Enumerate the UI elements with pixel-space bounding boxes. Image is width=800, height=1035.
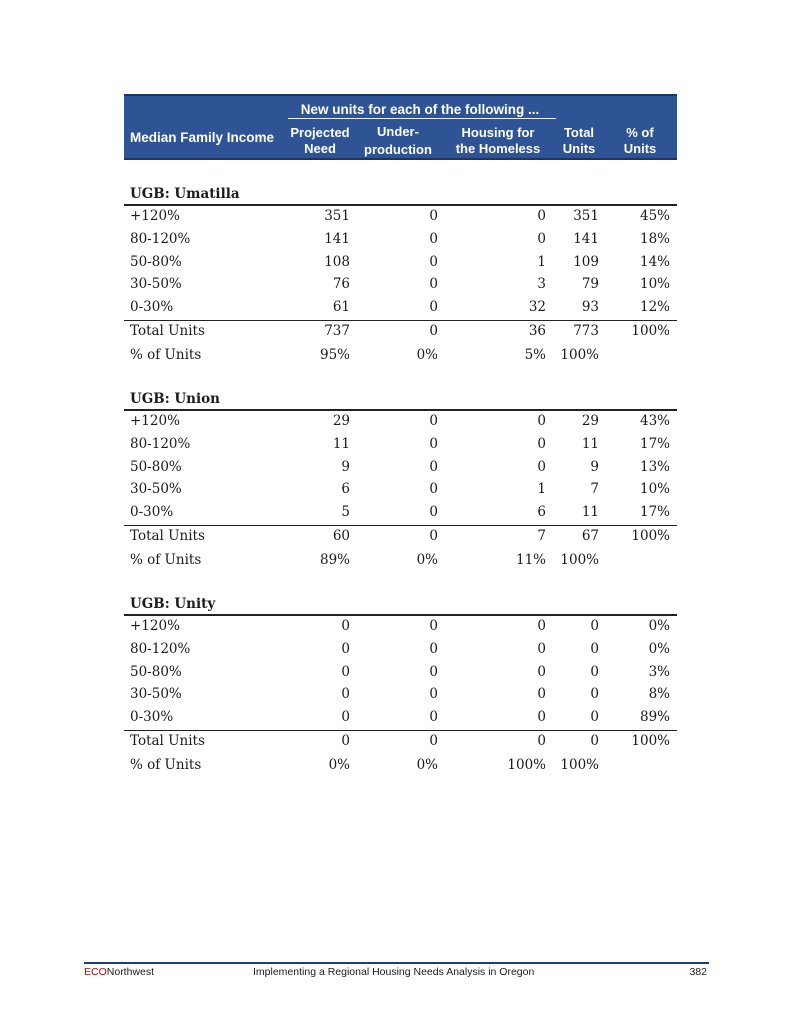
row-label: +120% — [130, 413, 180, 429]
row-value: 0 — [341, 663, 350, 680]
header-housing-homeless: Housing for the Homeless — [455, 125, 541, 156]
row-value: 0 — [590, 663, 599, 680]
row-value: 18% — [639, 230, 670, 247]
row-value: 0 — [341, 686, 350, 703]
total-row — [124, 525, 677, 548]
table-row — [124, 456, 677, 479]
row-value: 141 — [573, 230, 599, 247]
table-row — [124, 228, 677, 251]
row-value: 6 — [341, 481, 350, 498]
row-value: 0 — [590, 709, 599, 726]
row-value: 8% — [648, 686, 670, 703]
row-label: 50-80% — [130, 458, 182, 475]
table-row — [124, 615, 677, 638]
row-value: 95% — [319, 346, 350, 363]
footer-page-number: 382 — [689, 966, 707, 978]
row-value: 0 — [429, 733, 438, 749]
row-value: 0% — [648, 618, 670, 634]
row-value: 0 — [429, 413, 438, 429]
row-value: 89% — [319, 551, 350, 568]
row-value: 10% — [639, 481, 670, 498]
row-value: 60 — [332, 528, 350, 544]
row-value: 351 — [324, 208, 350, 224]
row-value: 108 — [324, 253, 350, 270]
row-value: 100% — [560, 756, 599, 773]
row-value: 17% — [639, 504, 670, 521]
row-value: 7 — [590, 481, 599, 498]
row-value: 100% — [560, 346, 599, 363]
row-label: 0-30% — [130, 299, 174, 316]
row-value: 0% — [416, 551, 438, 568]
row-value: 100% — [631, 528, 670, 544]
row-value: 1 — [537, 481, 546, 498]
row-value: 1 — [537, 253, 546, 270]
table-row — [124, 478, 677, 501]
row-value: 351 — [573, 208, 599, 224]
table-row — [124, 501, 677, 524]
row-label: % of Units — [130, 756, 202, 773]
percent-row — [124, 344, 677, 367]
row-value: 5% — [524, 346, 546, 363]
row-value: 32 — [528, 299, 546, 316]
table-row — [124, 706, 677, 729]
row-label: % of Units — [130, 551, 202, 568]
header-total-units: Total Units — [562, 125, 596, 156]
row-value: 13% — [639, 458, 670, 475]
row-value: 0 — [590, 686, 599, 703]
table-row — [124, 205, 677, 228]
row-value: 93 — [581, 299, 599, 316]
row-value: 0 — [341, 709, 350, 726]
total-row — [124, 320, 677, 343]
header-group-label: New units for each of the following ... — [300, 102, 540, 117]
row-label: +120% — [130, 618, 180, 634]
row-value: 0 — [537, 709, 546, 726]
row-value: 5 — [341, 504, 350, 521]
row-value: 9 — [341, 458, 350, 475]
row-label: % of Units — [130, 346, 202, 363]
header-projected-need: Projected Need — [290, 125, 350, 156]
row-label: 0-30% — [130, 504, 174, 521]
row-value: 0 — [429, 686, 438, 703]
row-value: 76 — [332, 276, 350, 293]
row-value: 100% — [560, 551, 599, 568]
row-label: Total Units — [130, 733, 205, 749]
percent-row — [124, 549, 677, 572]
total-row — [124, 730, 677, 753]
row-value: 11 — [581, 504, 599, 521]
row-value: 0 — [429, 230, 438, 247]
row-value: 0% — [416, 346, 438, 363]
section-title: UGB: Union — [130, 391, 220, 407]
row-label: Total Units — [130, 323, 205, 339]
row-value: 7 — [537, 528, 546, 544]
section-title: UGB: Unity — [130, 596, 216, 612]
row-value: 11 — [332, 435, 350, 452]
table-row — [124, 661, 677, 684]
row-value: 67 — [581, 528, 599, 544]
table-header — [124, 94, 677, 160]
percent-row — [124, 754, 677, 777]
row-value: 0 — [537, 208, 546, 224]
row-value: 0 — [537, 686, 546, 703]
row-value: 0 — [537, 230, 546, 247]
row-value: 14% — [639, 253, 670, 270]
row-value: 43% — [639, 413, 670, 429]
row-value: 89% — [639, 709, 670, 726]
row-label: 80-120% — [130, 640, 191, 657]
row-value: 0 — [590, 640, 599, 657]
row-value: 11 — [581, 435, 599, 452]
header-group-underline — [288, 118, 556, 119]
row-label: Total Units — [130, 528, 205, 544]
row-value: 36 — [528, 323, 546, 339]
header-pct-units: % of Units — [623, 125, 657, 156]
table-row — [124, 410, 677, 433]
table-row — [124, 433, 677, 456]
row-value: 9 — [590, 458, 599, 475]
row-value: 141 — [324, 230, 350, 247]
row-value: 45% — [639, 208, 670, 224]
row-value: 0% — [416, 756, 438, 773]
footer-brand — [84, 966, 154, 978]
row-label: 30-50% — [130, 686, 182, 703]
row-value: 10% — [639, 276, 670, 293]
row-value: 0 — [537, 458, 546, 475]
row-value: 79 — [581, 276, 599, 293]
row-label: 80-120% — [130, 435, 191, 452]
row-label: 50-80% — [130, 663, 182, 680]
table-row — [124, 273, 677, 296]
row-value: 0 — [341, 618, 350, 634]
row-value: 737 — [324, 323, 350, 339]
row-value: 12% — [639, 299, 670, 316]
row-label: 50-80% — [130, 253, 182, 270]
row-value: 29 — [581, 413, 599, 429]
row-value: 0 — [429, 299, 438, 316]
header-median-family-income: Median Family Income — [130, 130, 275, 145]
table-row — [124, 251, 677, 274]
row-value: 0 — [429, 528, 438, 544]
row-value: 0 — [429, 435, 438, 452]
row-value: 0 — [429, 208, 438, 224]
row-value: 0 — [537, 640, 546, 657]
row-value: 0% — [328, 756, 350, 773]
row-label: 80-120% — [130, 230, 191, 247]
row-value: 0 — [537, 413, 546, 429]
header-under-production: Under- production — [364, 124, 432, 157]
table-row — [124, 683, 677, 706]
footer-brand-accent: ECO — [84, 966, 107, 978]
row-value: 0 — [429, 640, 438, 657]
row-value: 100% — [631, 323, 670, 339]
row-value: 0 — [537, 733, 546, 749]
row-value: 17% — [639, 435, 670, 452]
row-value: 0 — [537, 618, 546, 634]
row-value: 0 — [429, 458, 438, 475]
row-label: 30-50% — [130, 276, 182, 293]
row-label: 30-50% — [130, 481, 182, 498]
row-value: 6 — [537, 504, 546, 521]
row-value: 0 — [429, 618, 438, 634]
row-value: 773 — [573, 323, 599, 339]
row-value: 0 — [429, 253, 438, 270]
row-value: 0 — [429, 276, 438, 293]
row-value: 0 — [590, 733, 599, 749]
row-value: 100% — [631, 733, 670, 749]
row-value: 0 — [429, 709, 438, 726]
row-value: 0 — [341, 640, 350, 657]
row-value: 0 — [429, 481, 438, 498]
row-value: 0 — [429, 504, 438, 521]
row-value: 3% — [648, 663, 670, 680]
row-value: 0 — [429, 323, 438, 339]
row-label: 0-30% — [130, 709, 174, 726]
row-value: 0% — [648, 640, 670, 657]
table-row — [124, 296, 677, 319]
row-value: 109 — [573, 253, 599, 270]
row-value: 0 — [429, 663, 438, 680]
row-value: 0 — [341, 733, 350, 749]
table-row — [124, 638, 677, 661]
row-value: 3 — [537, 276, 546, 293]
row-value: 11% — [515, 551, 546, 568]
footer-rule — [84, 962, 709, 964]
row-value: 29 — [332, 413, 350, 429]
footer-title: Implementing a Regional Housing Needs Analysis in Oregon — [253, 966, 535, 978]
row-value: 0 — [537, 435, 546, 452]
row-value: 0 — [590, 618, 599, 634]
row-label: +120% — [130, 208, 180, 224]
row-value: 100% — [507, 756, 546, 773]
section-title: UGB: Umatilla — [130, 186, 240, 202]
row-value: 61 — [332, 299, 350, 316]
row-value: 0 — [537, 663, 546, 680]
footer-brand-rest: Northwest — [106, 966, 155, 978]
